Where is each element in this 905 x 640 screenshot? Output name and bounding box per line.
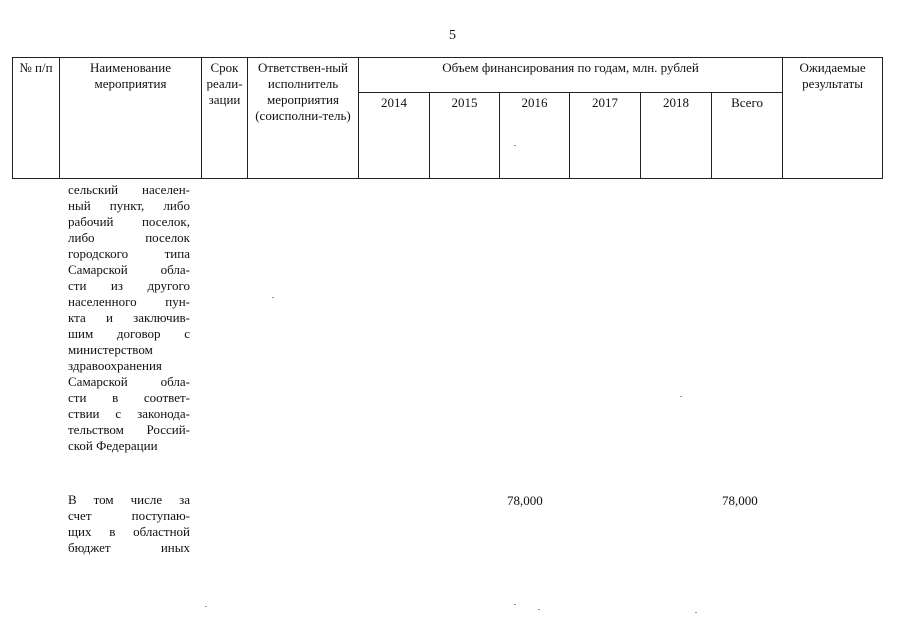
financing-table-header: [12, 57, 883, 179]
text-line: сти из другого: [68, 278, 190, 293]
scan-speck: [680, 396, 682, 397]
year-2015-header: 2015: [430, 93, 500, 179]
year-2014-header: 2014: [359, 93, 430, 179]
text-line: тельством Россий-: [68, 422, 190, 437]
text-line: министерством: [68, 342, 153, 357]
year-2018-header: 2018: [641, 93, 712, 179]
col-results-header: Ожидаемые результаты: [783, 58, 883, 179]
text-line: либо поселок: [68, 230, 190, 245]
year-2016-header: 2016: [500, 93, 570, 179]
scan-speck: [272, 297, 274, 298]
col-responsible-header: Ответствен-ный исполнитель мероприятия (соисполни-тель): [248, 58, 359, 179]
text-line: шим договор с: [68, 326, 190, 341]
text-line: сти в соответ-: [68, 390, 190, 405]
text-line: городского типа: [68, 246, 190, 261]
text-line: рабочий поселок,: [68, 214, 190, 229]
scan-speck: [695, 612, 697, 613]
text-line: щих в областной: [68, 524, 190, 539]
scan-speck: [205, 606, 207, 607]
text-line: сельский населен-: [68, 182, 190, 197]
text-line: ской Федерации: [68, 438, 158, 453]
text-line: населенного пун-: [68, 294, 190, 309]
year-2017-header: 2017: [570, 93, 641, 179]
measure-description-text: [68, 182, 190, 454]
year-total-header: Всего: [712, 93, 783, 179]
amount-2016-value: 78,000: [507, 493, 543, 508]
scan-speck: [514, 604, 516, 605]
text-line: Самарской обла-: [68, 374, 190, 389]
text-line: кта и заключив-: [68, 310, 190, 325]
text-line: бюджет иных: [68, 540, 190, 555]
page-number: 5: [449, 28, 456, 43]
text-line: ный пункт, либо: [68, 198, 190, 213]
text-line: счет поступаю-: [68, 508, 190, 523]
col-term-header: Срок реали-зации: [202, 58, 248, 179]
scan-speck: [538, 609, 540, 610]
col-num-header: № п/п: [13, 58, 60, 179]
scan-speck: [514, 145, 516, 146]
funding-source-text: [68, 492, 190, 556]
text-line: здравоохранения: [68, 358, 162, 373]
text-line: ствии с законода-: [68, 406, 190, 421]
col-financing-header: Объем финансирования по годам, млн. рублей: [359, 58, 783, 93]
amount-total-value: 78,000: [722, 493, 758, 508]
col-name-header: Наименование мероприятия: [60, 58, 202, 179]
text-line: Самарской обла-: [68, 262, 190, 277]
text-line: В том числе за: [68, 492, 190, 507]
